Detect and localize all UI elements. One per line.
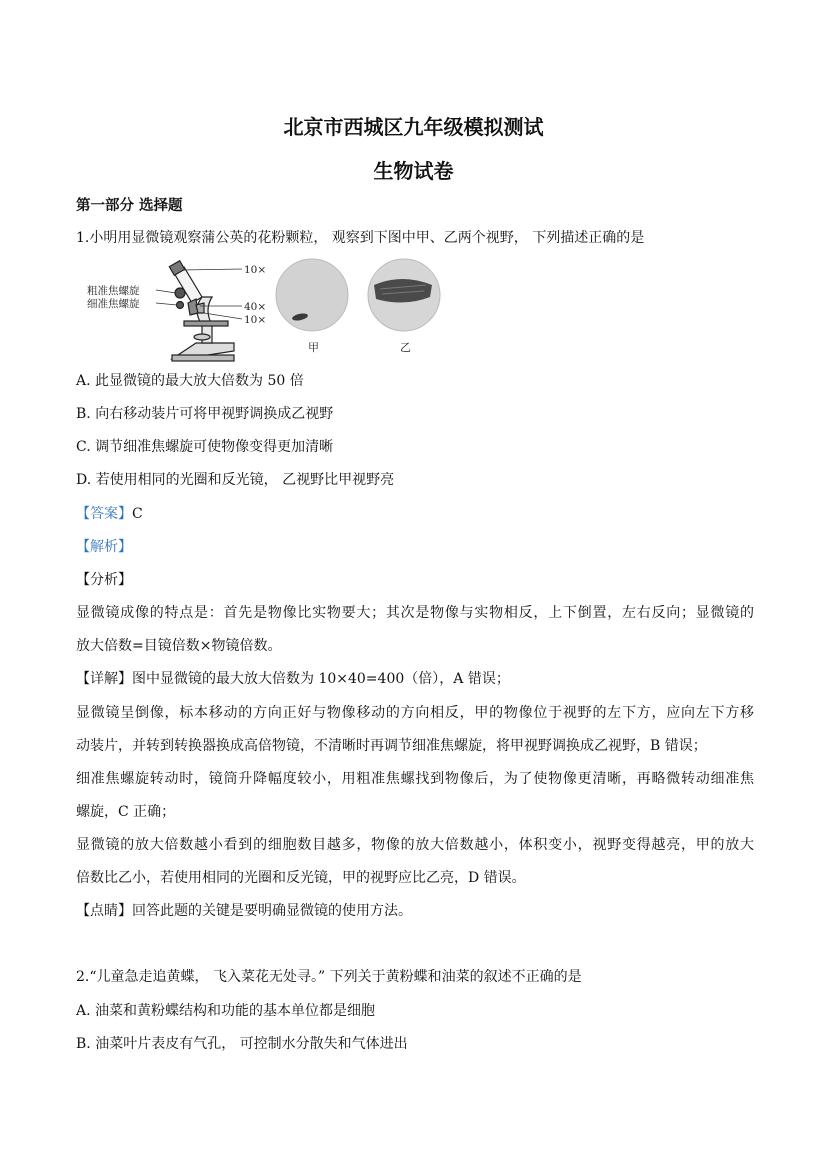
fine-focus-label: 细准焦螺旋 xyxy=(87,298,140,310)
answer-value: C xyxy=(132,506,143,522)
field-of-view-a xyxy=(276,259,348,331)
detail-line-2a: 显微镜呈倒像，标本移动的方向正好与物像移动的方向相反，甲的物像位于视野的左下方，应向左下方移 xyxy=(76,705,754,721)
eyepiece-pointer xyxy=(183,269,242,270)
fenxi-tag: 【分析】 xyxy=(76,572,132,588)
objective-low-label: 10× xyxy=(244,314,267,326)
q1-option-d: D. 若使用相同的光圈和反光镜， 乙视野比甲视野亮 xyxy=(76,472,395,488)
page-title: 北京市西城区九年级模拟测试 xyxy=(283,115,544,139)
eyepiece-label: 10× xyxy=(244,264,267,276)
microscope-icon xyxy=(169,261,234,361)
microscope-figure xyxy=(84,255,444,365)
answer-tag: 【答案】 xyxy=(76,506,132,522)
fine-pointer xyxy=(156,303,177,305)
detail-line-4a: 显微镜的放大倍数越小看到的细胞数目越多，物像的放大倍数越小，体积变小，视野变得越亮，甲的放大 xyxy=(76,837,754,853)
analysis-tag: 【解析】 xyxy=(76,539,132,555)
view-b-label: 乙 xyxy=(400,341,411,354)
q1-option-a: A. 此显微镜的最大放大倍数为 50 倍 xyxy=(76,373,304,389)
detail-line-3b: 螺旋，C 正确； xyxy=(76,804,176,820)
page-subtitle: 生物试卷 xyxy=(373,159,454,183)
q2-option-a: A. 油菜和黄粉蝶结构和功能的基本单位都是细胞 xyxy=(76,1003,376,1019)
detail-line-3a: 细准焦螺旋转动时，镜筒升降幅度较小，用粗准焦螺找到物像后，为了使物像更清晰，再略微转动细准焦 xyxy=(76,771,754,787)
field-of-view-b xyxy=(368,259,440,331)
coarse-focus-label: 粗准焦螺旋 xyxy=(87,285,140,297)
detail-line-4b: 倍数比乙小，若使用相同的光圈和反光镜，甲的视野应比乙亮，D 错误。 xyxy=(76,870,526,886)
coarse-pointer xyxy=(156,290,176,293)
q2-stem: 2.“儿童急走追黄蝶， 飞入菜花无处寻。” 下列关于黄粉蝶和油菜的叙述不正确的是 xyxy=(76,969,582,985)
detail-line-1: 【详解】图中显微镜的最大放大倍数为 10×40=400（倍），A 错误； xyxy=(76,671,510,687)
q1-option-c: C. 调节细准焦螺旋可使物像变得更加清晰 xyxy=(76,439,334,455)
q1-option-b: B. 向右移动装片可将甲视野调换成乙视野 xyxy=(76,406,334,422)
detail-line-2b: 动装片，并转到转换器换成高倍物镜，不清晰时再调节细准焦螺旋，将甲视野调换成乙视野，B 错误； xyxy=(76,738,707,754)
q2-option-b: B. 油菜叶片表皮有气孔， 可控制水分散失和气体进出 xyxy=(76,1036,408,1052)
objective-high-label: 40× xyxy=(244,301,267,313)
fenxi-line-1: 显微镜成像的特点是：首先是物像比实物要大；其次是物像与实物相反，上下倒置，左右反向；显微镜的 xyxy=(76,605,754,621)
q1-stem: 1.小明用显微镜观察蒲公英的花粉颗粒， 观察到下图中甲、乙两个视野， 下列描述正确的是 xyxy=(76,230,645,246)
answer-line xyxy=(76,504,143,524)
view-a-label: 甲 xyxy=(308,341,319,354)
section-heading: 第一部分 选择题 xyxy=(76,198,183,214)
fenxi-line-2: 放大倍数=目镜倍数×物镜倍数。 xyxy=(76,638,282,654)
dianjing-line: 【点睛】回答此题的关键是要明确显微镜的使用方法。 xyxy=(76,903,412,919)
